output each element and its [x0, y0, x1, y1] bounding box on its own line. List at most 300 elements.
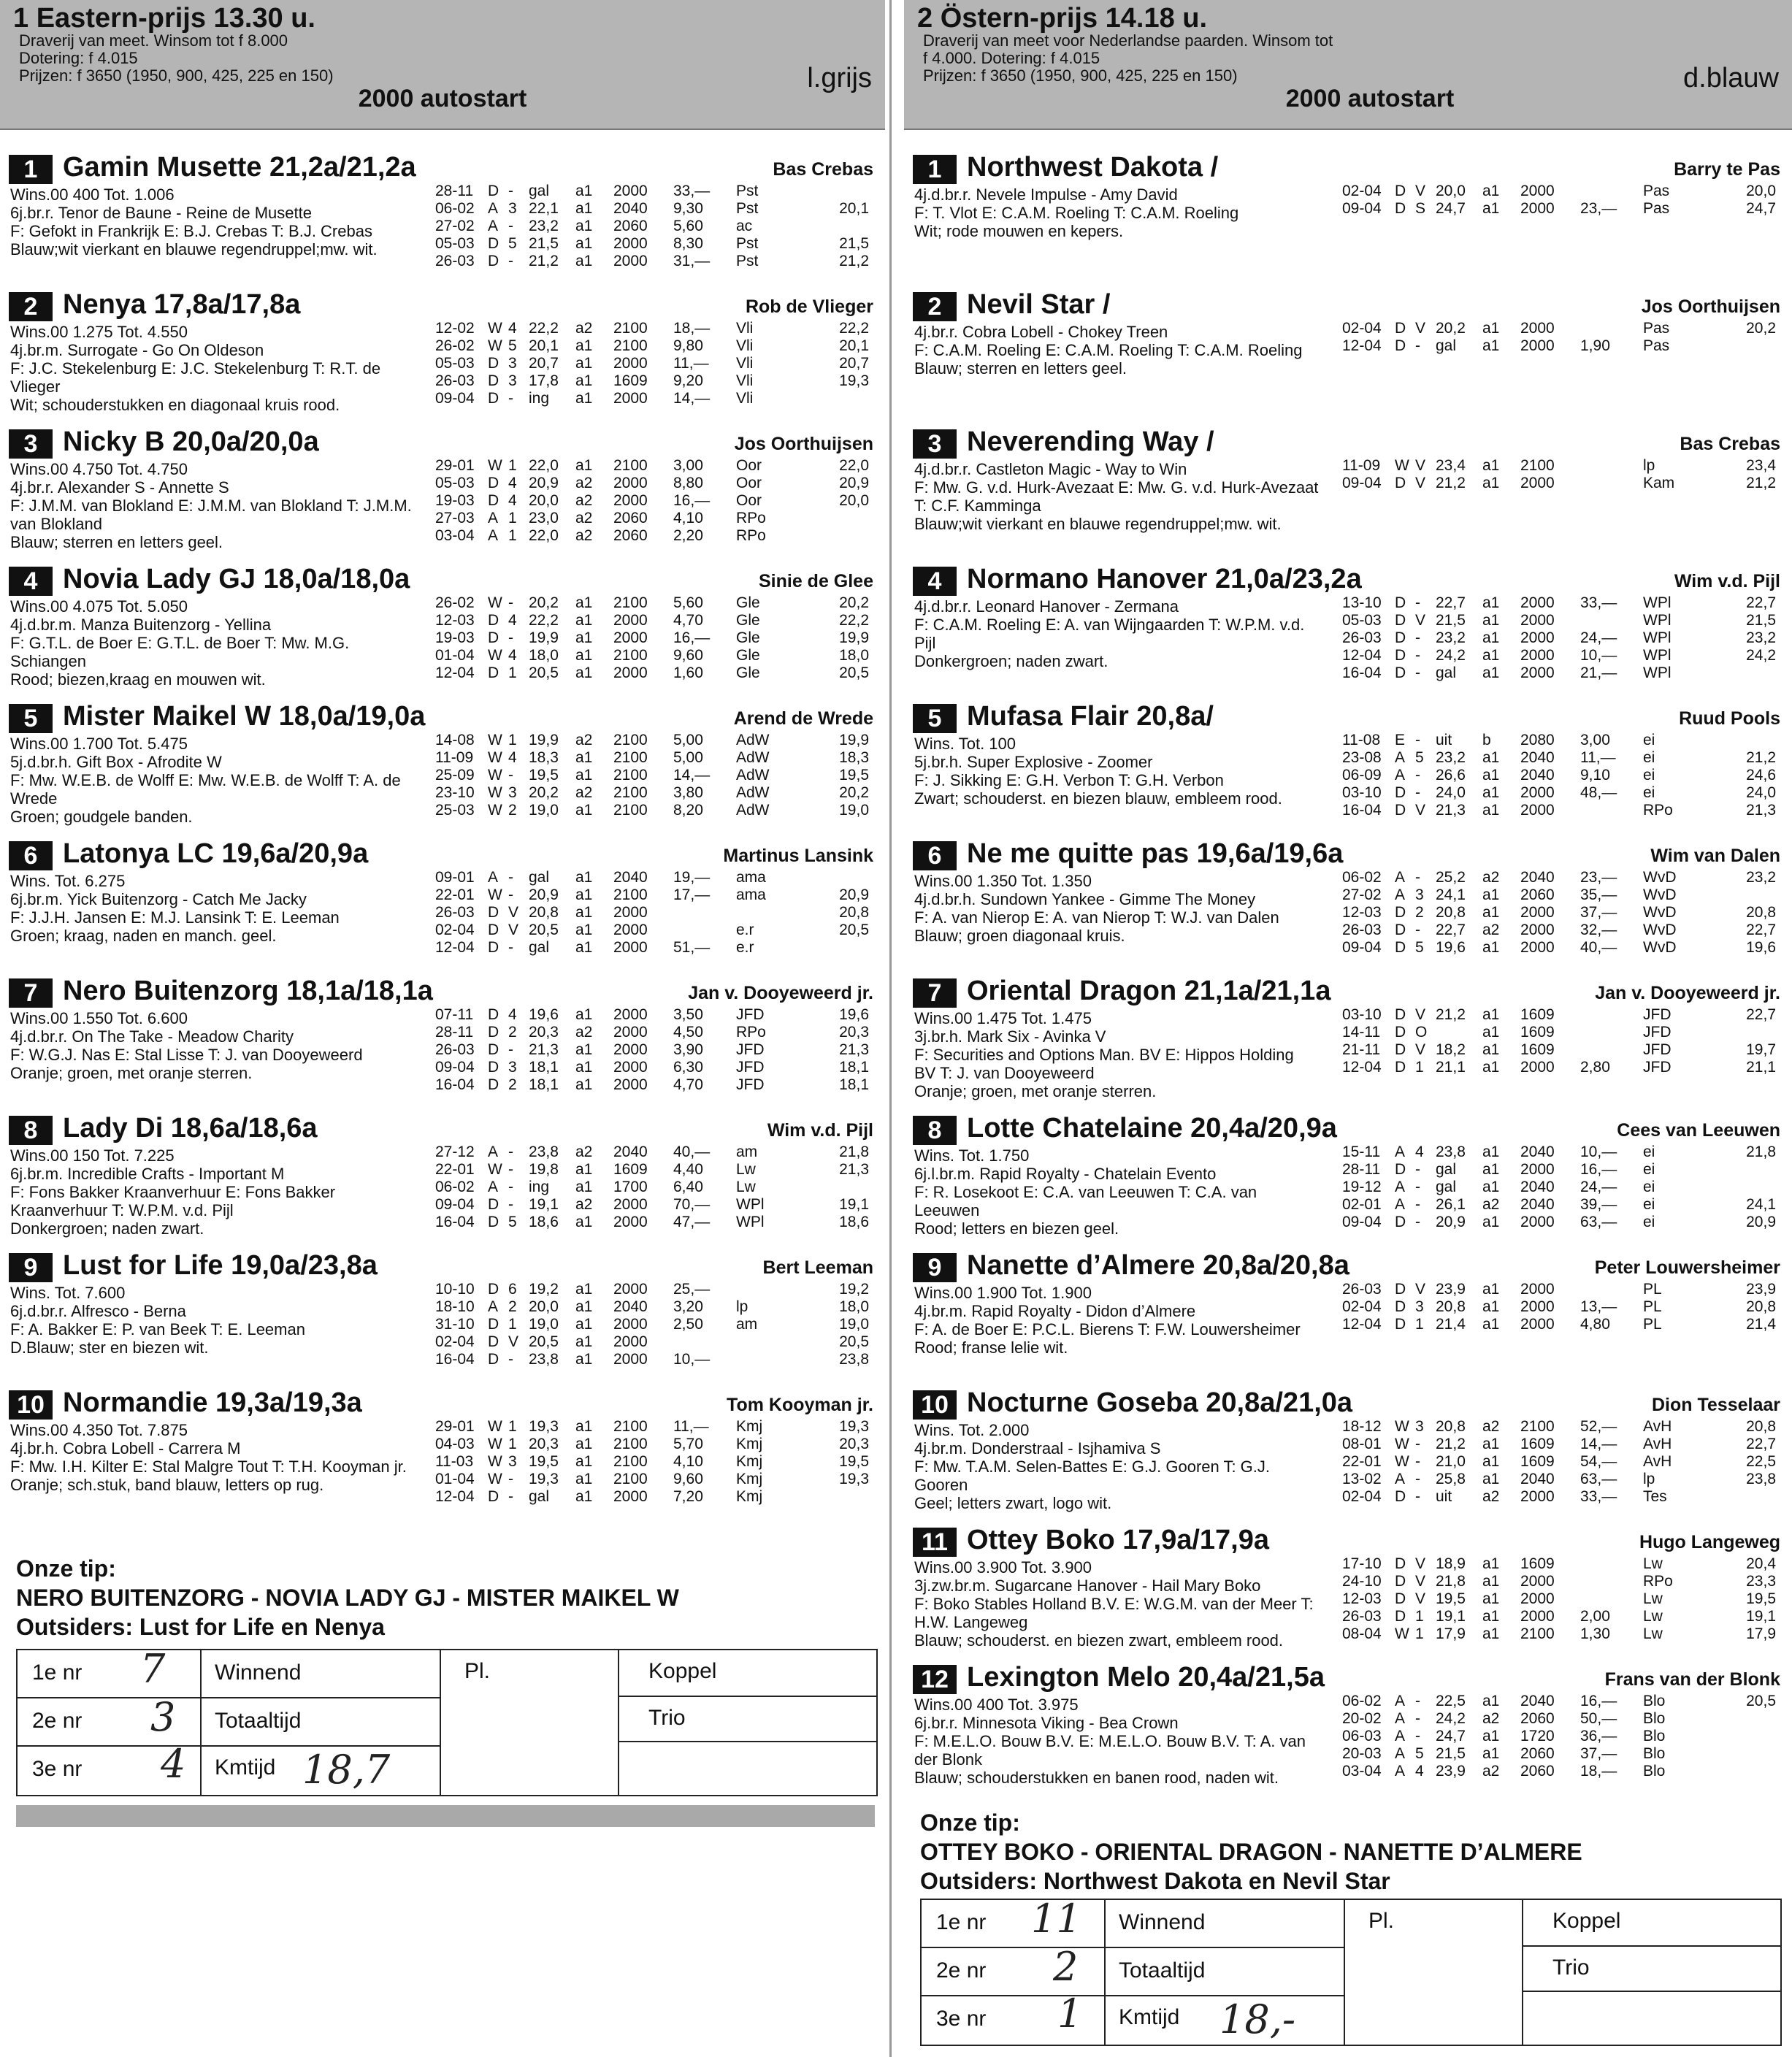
driver-name: Bas Crebas [773, 159, 873, 180]
horse-info-line: Rood; franse lelie wit. [914, 1338, 1068, 1357]
perf-pr [1580, 1573, 1643, 1590]
perf-dr: JFD [1643, 1006, 1672, 1023]
perf-date: 22-01 [435, 1161, 475, 1178]
perf-tm: 19,5 [529, 1453, 559, 1470]
perf-sp: W [488, 749, 502, 766]
perf-ref: 21,3 [1746, 802, 1776, 819]
perf-date: 01-04 [435, 1471, 475, 1487]
perf-dr: ei [1643, 1161, 1655, 1178]
perf-st: a1 [1482, 320, 1500, 337]
perf-pl: O [1415, 1024, 1428, 1041]
perf-date: 09-04 [1342, 939, 1382, 956]
perf-pr: 1,30 [1580, 1625, 1610, 1642]
perf-date: 06-03 [1342, 1728, 1382, 1744]
horse-info-line: Blauw;wit vierkant en blauwe regendruppel;mw. wit. [10, 240, 378, 258]
perf-date: 02-04 [1342, 1298, 1382, 1315]
perf-dist: 2000 [613, 904, 648, 921]
perf-ref [818, 1179, 869, 1196]
perf-date: 12-04 [1342, 647, 1382, 664]
perf-pl: 3 [1415, 886, 1424, 903]
horse-name: Nicky B 20,0a/20,0a [63, 426, 319, 457]
bet-winnend: Winnend [1119, 1910, 1206, 1934]
perf-dr: AvH [1643, 1436, 1672, 1452]
perf-pr: 14,— [673, 390, 711, 407]
perf-st: a1 [1482, 1436, 1500, 1452]
perf-ref: 20,9 [839, 886, 869, 903]
performance-row [435, 886, 869, 904]
performance-row [1342, 1059, 1776, 1076]
perf-ref [818, 183, 869, 200]
perf-ref: 18,0 [839, 647, 869, 664]
driver-name: Tom Kooyman jr. [727, 1395, 873, 1415]
perf-pl: S [1415, 200, 1426, 217]
perf-st: a1 [575, 457, 593, 474]
perf-pr: 52,— [1580, 1418, 1617, 1435]
performance-row [435, 612, 869, 629]
perf-sp: D [488, 1076, 499, 1093]
perf-tm: 21,1 [1436, 1059, 1466, 1076]
perf-tm: 19,9 [529, 732, 559, 748]
perf-sp: W [488, 732, 502, 748]
perf-pl: 1 [1415, 1625, 1424, 1642]
perf-dr: Gle [736, 629, 760, 646]
perf-tm: 20,0 [529, 492, 559, 509]
perf-pr: 9,20 [673, 372, 703, 389]
bet-koppel: Koppel [1552, 1909, 1621, 1933]
perf-pl: - [508, 1179, 513, 1195]
perf-ref [818, 939, 869, 957]
perf-pr: 48,— [1580, 784, 1617, 801]
perf-ref: 20,5 [1746, 1693, 1776, 1709]
perf-dist: 1609 [1520, 1006, 1555, 1023]
perf-dr: JFD [736, 1041, 765, 1058]
perf-dist: 2060 [1520, 1763, 1555, 1780]
perf-pr [1580, 475, 1643, 492]
perf-date: 12-03 [435, 612, 475, 629]
perf-dr: JFD [736, 1006, 765, 1023]
perf-pl: - [508, 183, 513, 199]
performance-row [1342, 904, 1776, 922]
perf-ref: 20,5 [839, 664, 869, 681]
performance-row [435, 527, 869, 545]
perf-date: 31-10 [435, 1316, 475, 1333]
perf-dr: ac [736, 218, 753, 234]
perf-dist: 2100 [613, 337, 648, 354]
performance-row [435, 1144, 869, 1161]
driver-name: Arend de Wrede [733, 708, 873, 729]
driver-name: Frans van der Blonk [1604, 1669, 1780, 1690]
perf-pl: 3 [1415, 1298, 1424, 1315]
perf-pr: 36,— [1580, 1728, 1617, 1744]
performance-table [1342, 1006, 1785, 1076]
horse-info-line: F: Mw. G. v.d. Hurk-Avezaat E: Mw. G. v.d. Hurk-Avezaat [914, 478, 1319, 497]
perf-dist: 2000 [613, 355, 648, 372]
perf-ref: 22,7 [1746, 922, 1776, 938]
perf-sp: D [1395, 664, 1406, 681]
start-number-badge: 5 [913, 704, 957, 733]
perf-pr: 9,80 [673, 337, 703, 354]
horse-entry [904, 1517, 1792, 1655]
bet-trio: Trio [1552, 1956, 1590, 1980]
horse-info [914, 323, 1330, 378]
start-number-badge: 11 [913, 1528, 957, 1557]
performance-row [1342, 629, 1776, 647]
perf-tm: 19,9 [529, 629, 559, 646]
perf-date: 26-03 [435, 1041, 475, 1058]
perf-tm: 20,5 [529, 922, 559, 938]
perf-tm: gal [529, 939, 550, 956]
horse-name: Gamin Musette 21,2a/21,2a [63, 152, 416, 183]
perf-sp: D [1395, 1555, 1406, 1572]
perf-st: a1 [575, 200, 593, 217]
bet-pl: Pl. [464, 1659, 491, 1683]
horse-info-line: Wrede [10, 789, 58, 808]
perf-tm: 20,8 [1436, 1298, 1466, 1315]
perf-st: a1 [1482, 612, 1500, 629]
perf-dist: 2000 [613, 1006, 648, 1023]
perf-ref: 20,3 [839, 1436, 869, 1452]
perf-dist: 2000 [1520, 904, 1555, 921]
horse-info-line: 4j.br.m. Donderstraal - Isjhamiva S [914, 1439, 1161, 1457]
perf-st: a2 [1482, 1418, 1500, 1435]
perf-pr [1580, 183, 1643, 200]
perf-ref: 22,2 [839, 612, 869, 629]
driver-name: Peter Louwersheimer [1594, 1257, 1780, 1278]
perf-tm: gal [1436, 1179, 1457, 1195]
horse-info-line: 6j.br.r. Tenor de Baune - Reine de Musette [10, 204, 312, 222]
perf-dist: 2000 [613, 183, 648, 199]
start-number-badge: 4 [9, 567, 53, 596]
perf-ref: 20,9 [839, 475, 869, 491]
perf-ref: 19,5 [839, 1453, 869, 1470]
performance-table [435, 869, 878, 957]
perf-dr: lp [1643, 457, 1655, 474]
perf-date: 26-03 [1342, 922, 1382, 938]
performance-row [435, 457, 869, 475]
race-1-column [0, 0, 885, 1793]
performance-row [1342, 200, 1776, 218]
horse-info [10, 1284, 426, 1357]
perf-date: 12-03 [1342, 1590, 1382, 1607]
perf-dist: 1609 [613, 372, 648, 389]
perf-date: 02-04 [435, 1333, 475, 1350]
perf-sp: D [1395, 475, 1406, 491]
perf-tm: 19,5 [1436, 1590, 1466, 1607]
horse-name: Ottey Boko 17,9a/17,9a [967, 1525, 1269, 1555]
perf-dr: AdW [736, 767, 770, 784]
perf-tm: 22,5 [1436, 1693, 1466, 1709]
driver-name: Wim v.d. Pijl [767, 1120, 873, 1141]
handwritten-kmtijd: 18,- [1219, 1996, 1296, 2042]
horse-info-line: Donkergroen; naden zwart. [10, 1219, 204, 1238]
perf-dist: 2040 [1520, 1693, 1555, 1709]
perf-pl: V [1415, 1573, 1426, 1590]
perf-sp: W [488, 1453, 502, 1470]
perf-tm: 24,1 [1436, 886, 1466, 903]
horse-name: Nanette d’Almere 20,8a/20,8a [967, 1250, 1349, 1281]
perf-st: a1 [575, 1333, 593, 1350]
race-2-title: 2 Östern-prijs 14.18 u. [917, 3, 1208, 34]
perf-dr: AdW [736, 802, 770, 819]
horse-info-line: 4j.br.h. Cobra Lobell - Carrera M [10, 1439, 241, 1457]
perf-tm: 23,8 [1436, 1144, 1466, 1160]
perf-date: 16-04 [1342, 802, 1382, 819]
performance-row [435, 1281, 869, 1298]
perf-ref: 20,8 [839, 904, 869, 921]
perf-date: 06-02 [435, 1179, 475, 1195]
perf-date: 25-03 [435, 802, 475, 819]
perf-pr: 18,— [673, 320, 711, 337]
perf-ref [1725, 1179, 1776, 1196]
horse-info-line: 4j.d.br.h. Sundown Yankee - Gimme The Money [914, 890, 1256, 908]
perf-pr: 4,40 [673, 1161, 703, 1178]
perf-date: 09-04 [1342, 200, 1382, 217]
performance-row [1342, 1196, 1776, 1214]
perf-sp: D [488, 922, 499, 938]
horse-info-line: Wins.00 1.475 Tot. 1.475 [914, 1009, 1092, 1027]
perf-date: 29-01 [435, 457, 475, 474]
perf-dist: 2100 [613, 802, 648, 819]
horse-info-line: F: Securities and Options Man. BV E: Hippos Holding [914, 1046, 1294, 1064]
race-2-desc-line: f 4.000. Dotering: f 4.015 [923, 49, 1100, 67]
perf-ref: 18,1 [839, 1076, 869, 1093]
perf-st: a1 [575, 594, 593, 611]
perf-pl: - [1415, 1728, 1420, 1744]
start-number-badge: 3 [913, 429, 957, 459]
perf-dist: 2000 [613, 922, 648, 938]
perf-pr: 11,— [673, 1418, 709, 1435]
performance-table [1342, 869, 1785, 957]
perf-sp: D [488, 390, 499, 407]
perf-pl: - [508, 1351, 513, 1368]
perf-tm: 19,0 [529, 1316, 559, 1333]
perf-dr: JFD [1643, 1024, 1672, 1041]
perf-sp: D [1395, 594, 1406, 611]
perf-dr: RPo [736, 1024, 766, 1041]
perf-st: a2 [575, 732, 593, 748]
perf-dist: 2000 [1520, 612, 1555, 629]
perf-dr: lp [1643, 1471, 1655, 1487]
horse-name: Nocturne Goseba 20,8a/21,0a [967, 1387, 1353, 1418]
perf-st: a1 [1482, 1161, 1500, 1178]
perf-date: 12-03 [1342, 904, 1382, 921]
perf-pr: 4,10 [673, 1453, 703, 1470]
perf-date: 19-03 [435, 492, 475, 509]
horse-entry [904, 1106, 1792, 1243]
horse-info [914, 1009, 1330, 1100]
perf-tm: 17,9 [1436, 1625, 1466, 1642]
perf-sp: W [1395, 1418, 1409, 1435]
bet-winnend: Winnend [215, 1660, 302, 1685]
performance-table [435, 732, 878, 819]
perf-dist: 2000 [613, 1041, 648, 1058]
perf-dist: 2040 [1520, 1179, 1555, 1195]
perf-pl: - [508, 1196, 513, 1213]
start-number-badge: 4 [913, 567, 957, 596]
perf-date: 19-12 [1342, 1179, 1382, 1195]
perf-st: a1 [1482, 1471, 1500, 1487]
horse-info-line: F: J.C. Stekelenburg E: J.C. Stekelenburg T: R.T. de [10, 359, 381, 378]
perf-st: a1 [1482, 1316, 1500, 1333]
perf-ref: 20,5 [839, 1333, 869, 1350]
driver-name: Martinus Lansink [723, 846, 873, 866]
perf-date: 08-01 [1342, 1436, 1382, 1452]
horse-info-line: der Blonk [914, 1750, 982, 1769]
perf-dist: 2060 [1520, 1710, 1555, 1727]
perf-ref [818, 869, 869, 886]
perf-tm: 20,3 [529, 1436, 559, 1452]
perf-pl: - [508, 218, 513, 234]
horse-info-line: F: Mw. T.A.M. Selen-Battes E: G.J. Gooren T: G.J. [914, 1457, 1271, 1476]
driver-name: Jos Oorthuijsen [1641, 296, 1780, 317]
performance-row [435, 183, 869, 200]
perf-ref [1725, 1763, 1776, 1780]
perf-dist: 2000 [1520, 1316, 1555, 1333]
perf-ref: 23,2 [1746, 869, 1776, 886]
perf-dr: WPl [1643, 664, 1672, 681]
perf-dr: Pas [1643, 200, 1670, 217]
perf-tm: 20,1 [529, 337, 559, 354]
horse-info-line: Vlieger [10, 378, 61, 396]
perf-pr: 3,90 [673, 1041, 703, 1058]
perf-pr [1580, 1555, 1643, 1573]
bet-row-1-label: 1e nr [936, 1910, 987, 1934]
performance-row [1342, 1041, 1776, 1059]
perf-dr: Pas [1643, 320, 1670, 337]
perf-ref: 22,5 [1746, 1453, 1776, 1470]
perf-dist: 2040 [613, 869, 648, 886]
perf-st: a1 [1482, 886, 1500, 903]
horse-info [10, 735, 426, 826]
perf-pr: 16,— [673, 492, 711, 509]
perf-tm: 19,3 [529, 1471, 559, 1487]
perf-sp: A [488, 869, 499, 886]
driver-name: Dion Tesselaar [1651, 1395, 1780, 1415]
perf-dr: ei [1643, 784, 1655, 801]
perf-dr: Gle [736, 664, 760, 681]
performance-table [435, 1006, 878, 1094]
perf-st: a1 [575, 1059, 593, 1076]
perf-dr: JFD [1643, 1059, 1672, 1076]
perf-dist: 2040 [613, 1298, 648, 1315]
perf-tm: 22,0 [529, 527, 559, 544]
perf-dist: 2000 [613, 1059, 648, 1076]
perf-dist: 2100 [1520, 1625, 1555, 1642]
perf-pl: 1 [508, 457, 517, 474]
perf-st: a2 [575, 1024, 593, 1041]
horse-info-line: Oranje; groen, met oranje sterren. [914, 1082, 1157, 1100]
perf-pr: 63,— [1580, 1471, 1617, 1487]
driver-name: Rob de Vlieger [745, 296, 873, 317]
start-number-badge: 7 [9, 978, 53, 1008]
performance-table [435, 183, 878, 270]
perf-pl: - [1415, 1436, 1420, 1452]
perf-dr: Lw [736, 1179, 756, 1195]
perf-pl: 4 [508, 749, 517, 766]
perf-ref: 20,2 [839, 594, 869, 611]
performance-row [1342, 732, 1776, 749]
perf-sp: D [1395, 784, 1406, 801]
perf-dist: 2000 [613, 1214, 648, 1230]
perf-ref: 23,4 [1746, 457, 1776, 474]
perf-st: a1 [1482, 594, 1500, 611]
horse-name: Neverending Way / [967, 426, 1214, 457]
perf-st: a1 [1482, 904, 1500, 921]
performance-row [435, 475, 869, 492]
perf-st: a1 [575, 904, 593, 921]
bet-row-1-label: 1e nr [32, 1660, 83, 1685]
perf-dist: 1609 [1520, 1024, 1555, 1041]
horse-info-line: Zwart; schouderst. en biezen blauw, embleem rood. [914, 789, 1282, 808]
performance-row [435, 1041, 869, 1059]
bet-kmtijd: Kmtijd [1119, 2005, 1180, 2029]
perf-ref: 21,4 [1746, 1316, 1776, 1333]
perf-tm: 24,7 [1436, 200, 1466, 217]
perf-pr: 31,— [673, 253, 711, 269]
perf-ref: 19,6 [839, 1006, 869, 1023]
performance-row [1342, 1555, 1776, 1573]
performance-row [435, 732, 869, 749]
horse-info-line: F: Mw. W.E.B. de Wolff E: Mw. W.E.B. de Wolff T: A. de [10, 771, 401, 789]
perf-ref: 24,2 [1746, 647, 1776, 664]
perf-st: a1 [1482, 1144, 1500, 1160]
performance-row [1342, 1471, 1776, 1488]
performance-row [435, 1161, 869, 1179]
perf-tm: gal [1436, 664, 1457, 681]
horse-info-line: 5j.br.h. Super Explosive - Zoomer [914, 753, 1153, 771]
handwritten-first: 11 [1031, 1896, 1081, 1942]
perf-date: 03-04 [1342, 1763, 1382, 1780]
perf-pl: 4 [508, 647, 517, 664]
perf-dr: Lw [736, 1161, 756, 1178]
perf-st: a2 [1482, 869, 1500, 886]
bet-pl: Pl. [1368, 1909, 1395, 1933]
performance-row [1342, 612, 1776, 629]
horse-info [914, 872, 1330, 945]
performance-row [435, 1471, 869, 1488]
performance-row [435, 1488, 869, 1506]
performance-row [1342, 1006, 1776, 1024]
perf-pl: V [1415, 1555, 1426, 1572]
perf-sp: W [1395, 1436, 1409, 1452]
perf-sp: A [1395, 1196, 1406, 1213]
horse-info-line: Wit; rode mouwen en kepers. [914, 222, 1124, 240]
perf-dist: 2000 [613, 1351, 648, 1368]
perf-date: 16-04 [435, 1351, 475, 1368]
start-number-badge: 10 [9, 1390, 53, 1420]
perf-dist: 2000 [1520, 802, 1555, 819]
perf-sp: W [488, 1161, 502, 1178]
perf-ref: 19,1 [839, 1196, 869, 1213]
perf-tm: 21,3 [1436, 802, 1466, 819]
horse-info-line: Wins.00 1.350 Tot. 1.350 [914, 872, 1092, 890]
perf-pr: 4,80 [1580, 1316, 1610, 1333]
horse-entry [904, 1655, 1792, 1792]
perf-ref [1725, 732, 1776, 749]
horse-entry [904, 556, 1792, 694]
perf-ref: 19,0 [839, 1316, 869, 1333]
perf-dr: lp [736, 1298, 748, 1315]
perf-sp: A [1395, 1179, 1406, 1195]
perf-pl: - [1415, 869, 1420, 886]
performance-table [1342, 183, 1785, 218]
perf-date: 18-12 [1342, 1418, 1382, 1435]
horse-info-line: Wins. Tot. 7.600 [10, 1284, 126, 1302]
perf-pl: 1 [508, 1418, 517, 1435]
perf-tm: 23,2 [1436, 749, 1466, 766]
perf-dist: 2000 [613, 1316, 648, 1333]
horse-info-line: Groen; kraag, naden en manch. geel. [10, 927, 277, 945]
